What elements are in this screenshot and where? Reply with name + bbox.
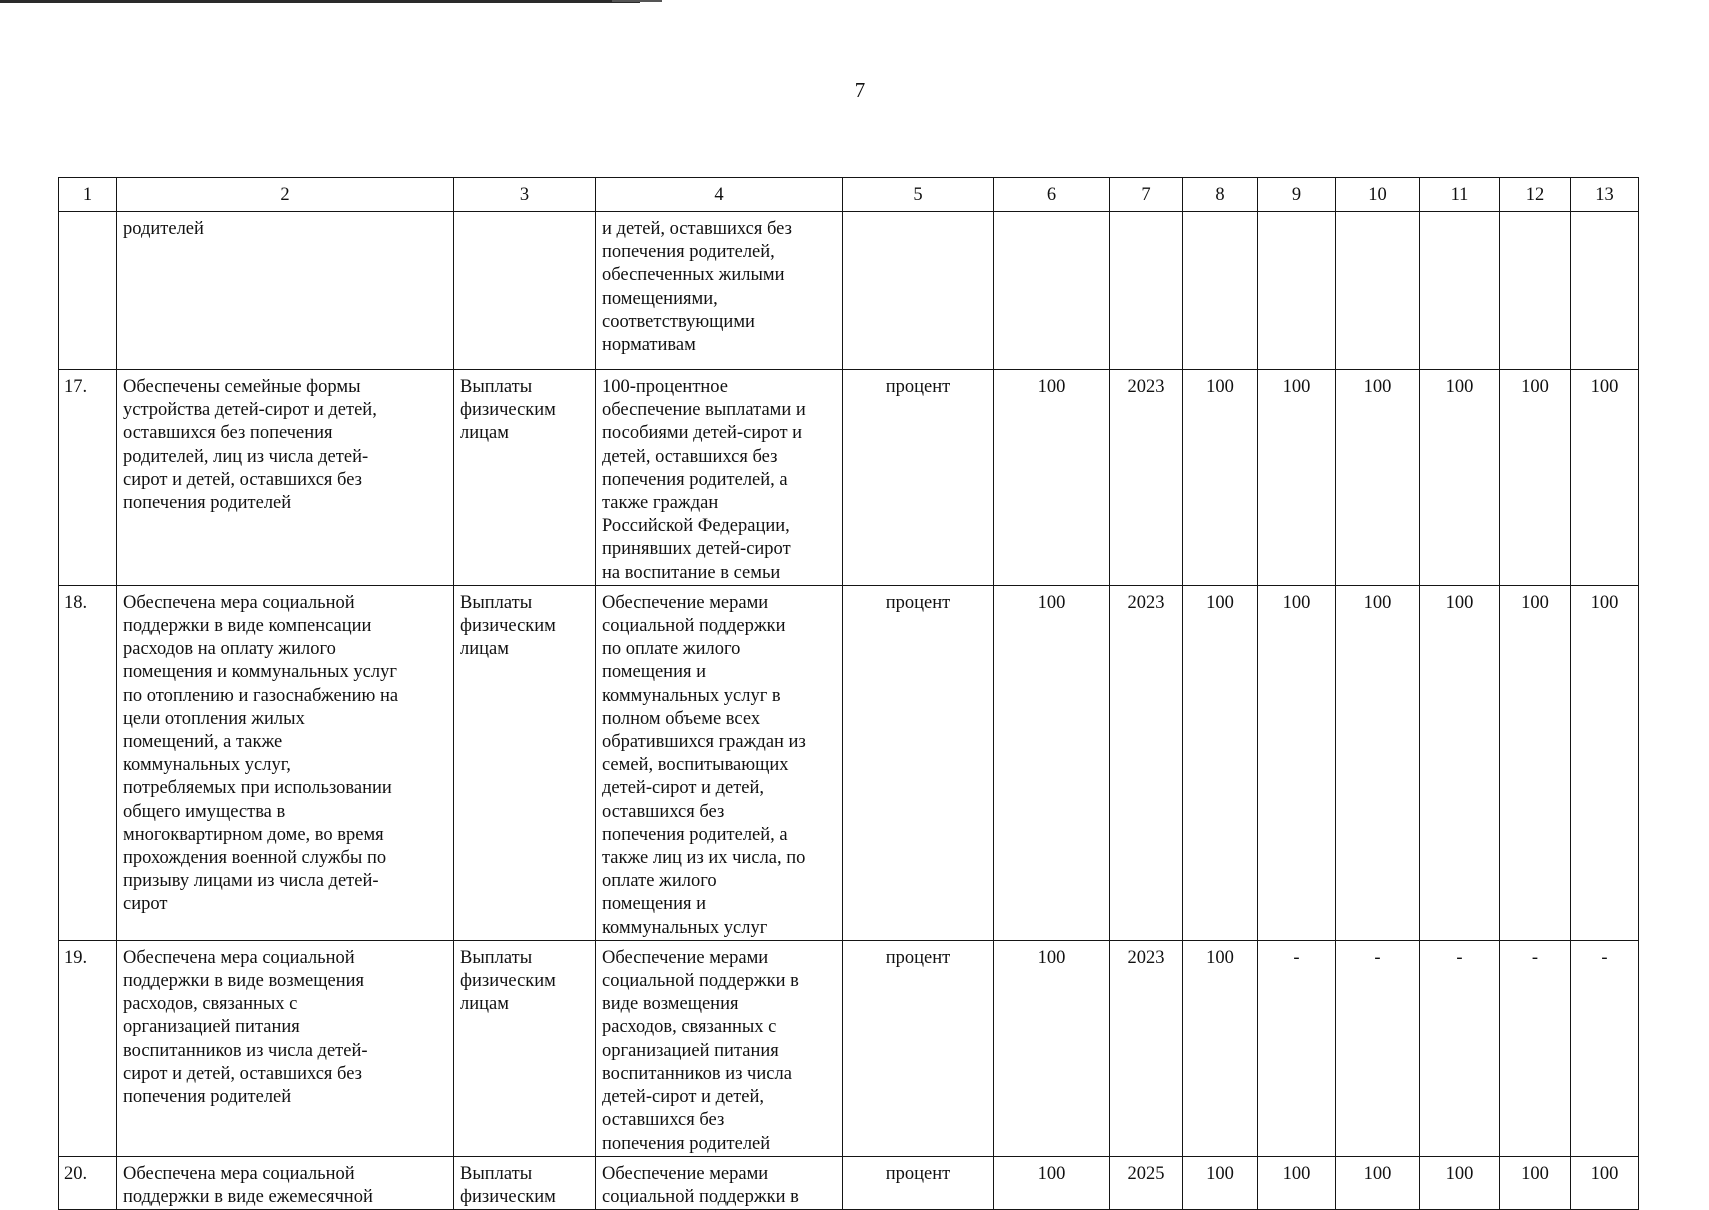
result-type: Выплаты физическим лицам	[454, 370, 596, 586]
value-col-8	[1183, 212, 1258, 370]
value-col-10: 100	[1336, 370, 1420, 586]
scan-border-artifact	[612, 0, 662, 2]
result-type	[454, 212, 596, 370]
scan-border-artifact	[0, 0, 640, 3]
value-col-8: 100	[1183, 370, 1258, 586]
column-header: 12	[1500, 178, 1571, 212]
value-col-8: 100	[1183, 585, 1258, 940]
value-col-9	[1258, 212, 1336, 370]
base-value: 100	[994, 370, 1110, 586]
column-header: 11	[1420, 178, 1500, 212]
column-header: 9	[1258, 178, 1336, 212]
column-header: 7	[1110, 178, 1183, 212]
result-type: Выплаты физическим лицам	[454, 940, 596, 1156]
unit: процент	[843, 1156, 994, 1209]
value-col-13	[1571, 212, 1639, 370]
table-row	[59, 585, 1639, 940]
result-text: Обеспечена мера социальной поддержки в виде возмещения расходов, связанных с организацией питания воспитанников из числа детей- сирот и детей, оставшихся без попечения родителей	[117, 940, 454, 1156]
column-header: 1	[59, 178, 117, 212]
result-text: Обеспечены семейные формы устройства детей-сирот и детей, оставшихся без попечения родителей, лиц из числа детей- сирот и детей, оставшихся без попечения родителей	[117, 370, 454, 586]
page-number: 7	[854, 78, 866, 102]
value-col-8: 100	[1183, 940, 1258, 1156]
base-year: 2023	[1110, 940, 1183, 1156]
value-col-8: 100	[1183, 1156, 1258, 1209]
result-type: Выплаты физическим	[454, 1156, 596, 1209]
base-year: 2023	[1110, 585, 1183, 940]
unit: процент	[843, 940, 994, 1156]
value-col-10	[1336, 212, 1420, 370]
table-row	[59, 1156, 1639, 1209]
column-header: 4	[596, 178, 843, 212]
result-type: Выплаты физическим лицам	[454, 585, 596, 940]
column-header: 3	[454, 178, 596, 212]
value-col-13: 100	[1571, 370, 1639, 586]
value-col-9: 100	[1258, 585, 1336, 940]
indicator-text: 100-процентное обеспечение выплатами и пособиями детей-сирот и детей, оставшихся без попечения родителей, а также граждан Российской Федерации, принявших детей-сирот на воспитание в семьи	[596, 370, 843, 586]
value-col-12: 100	[1500, 585, 1571, 940]
value-col-13: 100	[1571, 1156, 1639, 1209]
value-col-13: 100	[1571, 585, 1639, 940]
unit: процент	[843, 585, 994, 940]
value-col-12: 100	[1500, 370, 1571, 586]
value-col-10: 100	[1336, 585, 1420, 940]
column-header: 10	[1336, 178, 1420, 212]
value-col-12	[1500, 212, 1571, 370]
value-col-11: 100	[1420, 1156, 1500, 1209]
column-header: 6	[994, 178, 1110, 212]
value-col-12: -	[1500, 940, 1571, 1156]
column-header: 2	[117, 178, 454, 212]
base-year	[1110, 212, 1183, 370]
indicator-text: Обеспечение мерами социальной поддержки в виде возмещения расходов, связанных с организацией питания воспитанников из числа детей-сирот и детей, оставшихся без попечения родителей	[596, 940, 843, 1156]
column-numbers-row	[59, 178, 1639, 212]
column-header: 5	[843, 178, 994, 212]
result-text: Обеспечена мера социальной поддержки в виде ежемесячной	[117, 1156, 454, 1209]
value-col-11	[1420, 212, 1500, 370]
row-number: 20.	[59, 1156, 117, 1209]
column-header: 13	[1571, 178, 1639, 212]
value-col-11: 100	[1420, 370, 1500, 586]
value-col-9: 100	[1258, 1156, 1336, 1209]
row-number: 17.	[59, 370, 117, 586]
value-col-10: -	[1336, 940, 1420, 1156]
value-col-11: 100	[1420, 585, 1500, 940]
base-value: 100	[994, 940, 1110, 1156]
base-value	[994, 212, 1110, 370]
value-col-12: 100	[1500, 1156, 1571, 1209]
value-col-10: 100	[1336, 1156, 1420, 1209]
table-row	[59, 940, 1639, 1156]
value-col-9: -	[1258, 940, 1336, 1156]
unit: процент	[843, 370, 994, 586]
column-header: 8	[1183, 178, 1258, 212]
indicator-text: Обеспечение мерами социальной поддержки в	[596, 1156, 843, 1209]
indicator-text: Обеспечение мерами социальной поддержки по оплате жилого помещения и коммунальных услуг в полном объеме всех обратившихся граждан из семей, воспитывающих детей-сирот и детей, оставшихся без попечения родителей, а также лиц из их числа, по оплате жилого помещения и коммунальных услуг	[596, 585, 843, 940]
base-value: 100	[994, 1156, 1110, 1209]
table-row	[59, 370, 1639, 586]
base-year: 2023	[1110, 370, 1183, 586]
base-value: 100	[994, 585, 1110, 940]
value-col-9: 100	[1258, 370, 1336, 586]
result-text: родителей	[117, 212, 454, 370]
unit	[843, 212, 994, 370]
indicators-table	[58, 177, 1639, 1210]
result-text: Обеспечена мера социальной поддержки в виде компенсации расходов на оплату жилого помещения и коммунальных услуг по отоплению и газоснабжению на цели отопления жилых помещений, а также коммунальных услуг, потребляемых при использовании общего имущества в многоквартирном доме, во время прохождения военной службы по призыву лицами из числа детей- сирот	[117, 585, 454, 940]
value-col-13: -	[1571, 940, 1639, 1156]
row-number	[59, 212, 117, 370]
base-year: 2025	[1110, 1156, 1183, 1209]
table-row	[59, 212, 1639, 370]
row-number: 19.	[59, 940, 117, 1156]
row-number: 18.	[59, 585, 117, 940]
indicator-text: и детей, оставшихся без попечения родителей, обеспеченных жилыми помещениями, соответствующими нормативам	[596, 212, 843, 370]
value-col-11: -	[1420, 940, 1500, 1156]
